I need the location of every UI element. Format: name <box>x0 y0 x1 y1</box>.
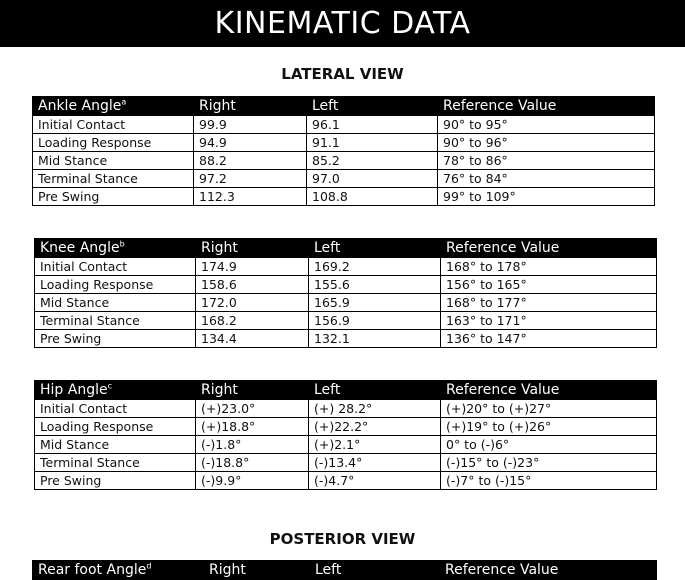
left-cell: (+)2.1° <box>309 436 441 454</box>
left-cell: 169.2 <box>309 258 441 276</box>
table-row <box>35 294 657 312</box>
right-cell: (-)1.8° <box>196 436 309 454</box>
right-cell: 99.9 <box>194 116 307 134</box>
table-header-row <box>33 561 657 580</box>
footnote-mark: b <box>119 239 125 249</box>
header-measure: Knee Angle$^b$ <box>35 239 196 258</box>
left-cell: 155.6 <box>309 276 441 294</box>
phase-cell: Loading Response <box>35 276 196 294</box>
ankle-angle-table <box>32 96 655 206</box>
phase-cell: Mid Stance <box>33 152 194 170</box>
phase-cell: Initial Contact <box>33 116 194 134</box>
reference-cell: 156° to 165° <box>441 276 657 294</box>
table-row <box>33 152 655 170</box>
right-cell: (+)18.8° <box>196 418 309 436</box>
left-cell: 108.8 <box>307 188 438 206</box>
left-cell: (-)4.7° <box>309 472 441 490</box>
right-cell: 158.6 <box>196 276 309 294</box>
header-measure: Hip Angle$^c$ <box>35 381 196 400</box>
right-cell: 172.0 <box>196 294 309 312</box>
header-right: Right <box>204 561 310 580</box>
hip-angle-table <box>34 380 657 490</box>
right-cell: 174.9 <box>196 258 309 276</box>
reference-cell: 0° to (-)6° <box>441 436 657 454</box>
table-header-row <box>35 381 657 400</box>
left-cell: (+) 28.2° <box>309 400 441 418</box>
reference-cell: 163° to 171° <box>441 312 657 330</box>
left-cell: 96.1 <box>307 116 438 134</box>
header-reference: Reference Value <box>441 239 657 258</box>
reference-cell: 168° to 177° <box>441 294 657 312</box>
phase-cell: Pre Swing <box>35 472 196 490</box>
phase-cell: Loading Response <box>35 418 196 436</box>
left-cell: (-)13.4° <box>309 454 441 472</box>
reference-cell: 90° to 96° <box>438 134 655 152</box>
phase-cell: Terminal Stance <box>35 312 196 330</box>
left-cell: 165.9 <box>309 294 441 312</box>
right-cell: 88.2 <box>194 152 307 170</box>
right-cell: (-)18.8° <box>196 454 309 472</box>
table-row <box>35 330 657 348</box>
table-row <box>35 312 657 330</box>
header-left: Left <box>310 561 440 580</box>
table-row <box>33 170 655 188</box>
right-cell: 168.2 <box>196 312 309 330</box>
table-row <box>35 258 657 276</box>
phase-cell: Mid Stance <box>35 436 196 454</box>
table-row <box>35 454 657 472</box>
table-row <box>33 188 655 206</box>
phase-cell: Terminal Stance <box>33 170 194 188</box>
left-cell: 132.1 <box>309 330 441 348</box>
phase-cell: Loading Response <box>33 134 194 152</box>
reference-cell: (+)19° to (+)26° <box>441 418 657 436</box>
reference-cell: (-)15° to (-)23° <box>441 454 657 472</box>
table-row <box>33 134 655 152</box>
header-reference: Reference Value <box>441 381 657 400</box>
page-banner-title: KINEMATIC DATA <box>0 0 685 47</box>
posterior-view-title: POSTERIOR VIEW <box>269 530 416 548</box>
right-cell: 97.2 <box>194 170 307 188</box>
phase-cell: Pre Swing <box>33 188 194 206</box>
table-row <box>35 436 657 454</box>
reference-cell: 99° to 109° <box>438 188 655 206</box>
header-measure: Ankle Angle$^a$ <box>33 97 194 116</box>
right-cell: (-)9.9° <box>196 472 309 490</box>
phase-cell: Mid Stance <box>35 294 196 312</box>
table-row <box>33 116 655 134</box>
left-cell: 85.2 <box>307 152 438 170</box>
phase-cell: Pre Swing <box>35 330 196 348</box>
header-left: Left <box>309 381 441 400</box>
footnote-mark: d <box>146 561 152 571</box>
header-left: Left <box>309 239 441 258</box>
header-right: Right <box>196 381 309 400</box>
table-row <box>35 418 657 436</box>
knee-angle-table <box>34 238 657 348</box>
table-row <box>35 276 657 294</box>
reference-cell: 76° to 84° <box>438 170 655 188</box>
left-cell: (+)22.2° <box>309 418 441 436</box>
right-cell: 134.4 <box>196 330 309 348</box>
phase-cell: Terminal Stance <box>35 454 196 472</box>
header-left: Left <box>307 97 438 116</box>
left-cell: 91.1 <box>307 134 438 152</box>
table-row <box>35 472 657 490</box>
phase-cell: Initial Contact <box>35 400 196 418</box>
table-header-row <box>33 97 655 116</box>
right-cell: 94.9 <box>194 134 307 152</box>
table-row <box>35 400 657 418</box>
left-cell: 97.0 <box>307 170 438 188</box>
table-header-row <box>35 239 657 258</box>
right-cell: 112.3 <box>194 188 307 206</box>
header-measure: Rear foot Angle$^d$ <box>33 561 204 580</box>
header-reference: Reference Value <box>438 97 655 116</box>
lateral-view-title: LATERAL VIEW <box>281 65 404 83</box>
reference-cell: 78° to 86° <box>438 152 655 170</box>
reference-cell: (-)7° to (-)15° <box>441 472 657 490</box>
reference-cell: 90° to 95° <box>438 116 655 134</box>
left-cell: 156.9 <box>309 312 441 330</box>
reference-cell: (+)20° to (+)27° <box>441 400 657 418</box>
footnote-mark: a <box>121 97 127 107</box>
footnote-mark: c <box>107 381 112 391</box>
right-cell: (+)23.0° <box>196 400 309 418</box>
reference-cell: 136° to 147° <box>441 330 657 348</box>
phase-cell: Initial Contact <box>35 258 196 276</box>
header-right: Right <box>194 97 307 116</box>
reference-cell: 168° to 178° <box>441 258 657 276</box>
rear-foot-angle-table <box>32 560 657 580</box>
header-right: Right <box>196 239 309 258</box>
header-reference: Reference Value <box>440 561 657 580</box>
